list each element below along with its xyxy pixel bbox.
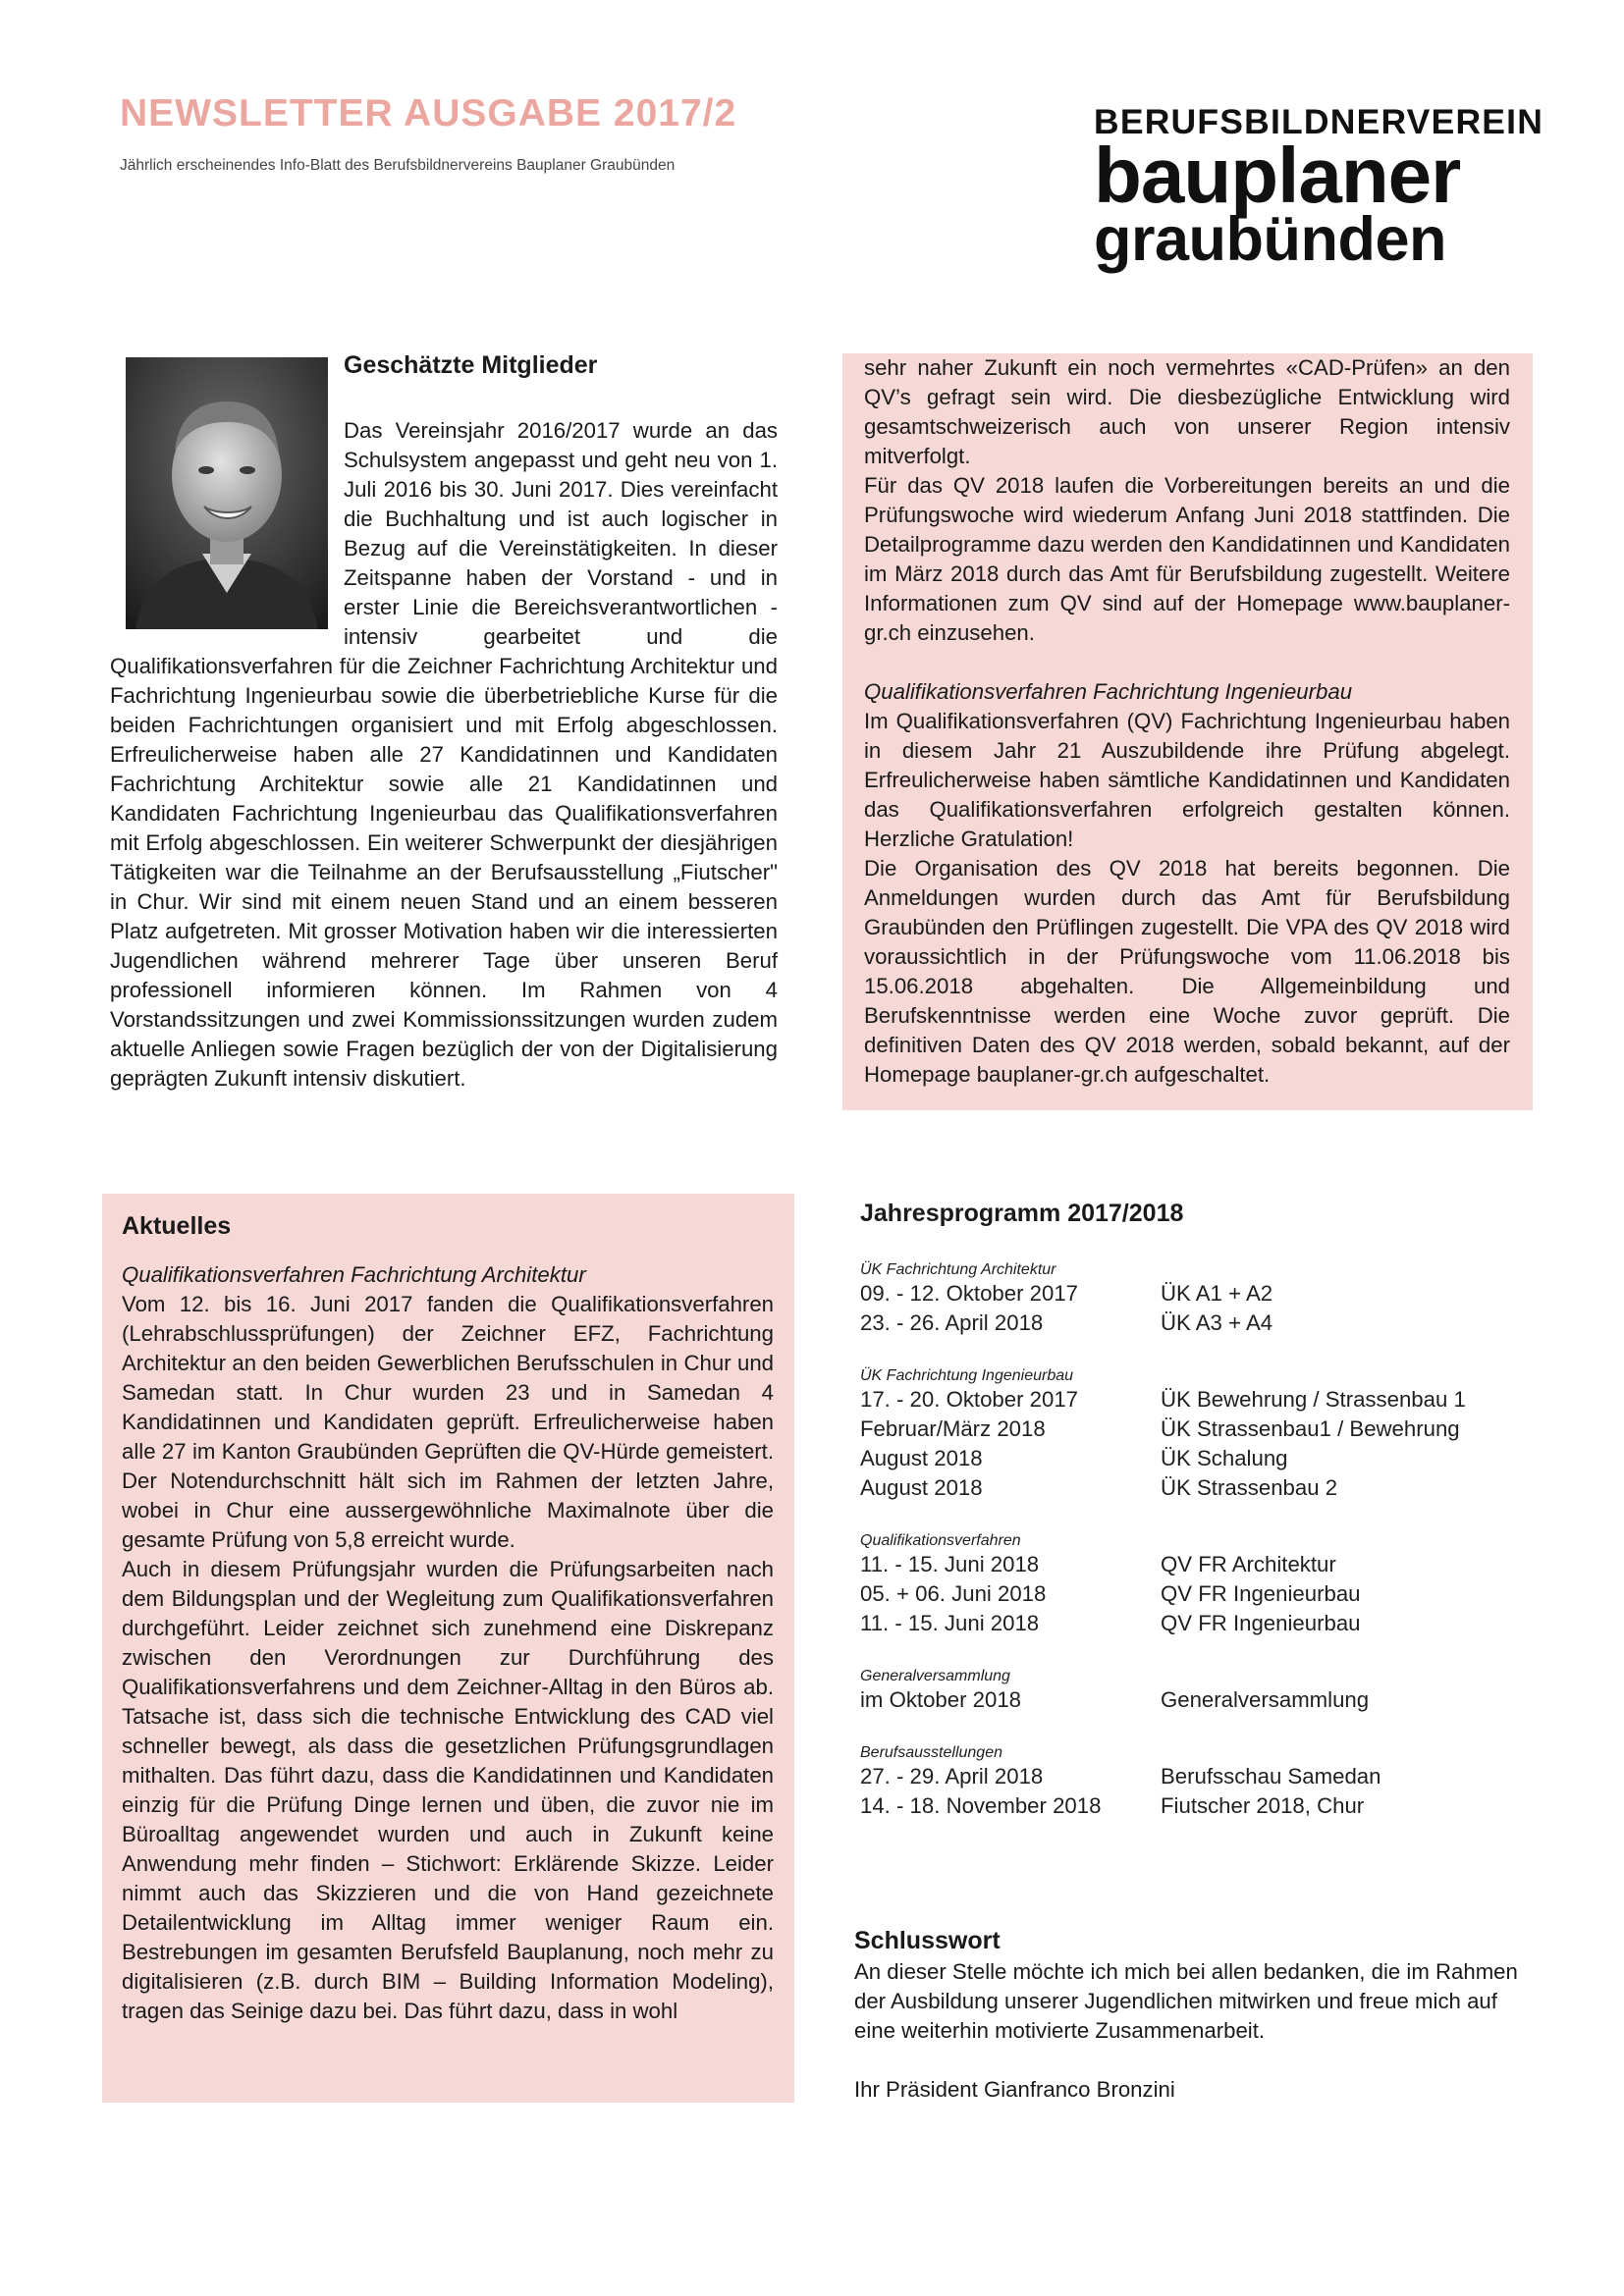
schlusswort-text: An dieser Stelle möchte ich mich bei allen bedanken, die im Rahmen der Ausbildung unserer Jugendlichen mitwirken und freue mich auf eine weiterhin motivierte Zusammenarbeit. bbox=[854, 1959, 1518, 2043]
program-group-title: Berufsausstellungen bbox=[860, 1744, 1002, 1761]
program-row bbox=[860, 1279, 1272, 1308]
program-date: im Oktober 2018 bbox=[860, 1687, 1022, 1712]
qv-architektur-subheading: Qualifikationsverfahren Fachrichtung Architektur bbox=[122, 1262, 586, 1287]
program-date: August 2018 bbox=[860, 1475, 983, 1500]
program-event: Fiutscher 2018, Chur bbox=[1161, 1793, 1365, 1818]
program-event: QV FR Ingenieurbau bbox=[1161, 1581, 1361, 1606]
program-row bbox=[860, 1385, 1466, 1415]
program-event: Berufsschau Samedan bbox=[1161, 1764, 1381, 1789]
program-event: ÜK A3 + A4 bbox=[1161, 1310, 1273, 1335]
program-row bbox=[860, 1444, 1466, 1473]
newsletter-title: NEWSLETTER AUSGABE 2017/2 bbox=[120, 92, 737, 134]
qv-info-box bbox=[842, 353, 1533, 1110]
program-date: 11. - 15. Juni 2018 bbox=[860, 1611, 1040, 1635]
program-group bbox=[860, 1668, 1547, 1715]
program-group bbox=[860, 1744, 1547, 1821]
program-table bbox=[860, 1685, 1369, 1715]
program-group-title: ÜK Fachrichtung Architektur bbox=[860, 1261, 1056, 1278]
newsletter-subtitle: Jährlich erscheinendes Info-Blatt des Berufsbildnervereins Bauplaner Graubünden bbox=[120, 157, 676, 174]
program-row bbox=[860, 1308, 1272, 1338]
jahresprogramm-heading: Jahresprogramm 2017/2018 bbox=[860, 1200, 1184, 1227]
program-date: Februar/März 2018 bbox=[860, 1416, 1046, 1441]
program-groups bbox=[860, 1261, 1547, 1821]
program-date: 11. - 15. Juni 2018 bbox=[860, 1552, 1040, 1576]
schlusswort-section bbox=[854, 1924, 1522, 2105]
intro-text bbox=[110, 416, 778, 1094]
qv-box-paragraph-2: Für das QV 2018 laufen die Vorbereitungen bereits an und die Prüfungswoche wird wiederum Anfang Juni 2018 stattfinden. Die Detailprogramme dazu werden den Kandidatinnen und Kandidaten im März 2018 durch das Amt für Berufsbildung zugestellt. Weitere Informationen zum QV sind auf der Homepage www.bauplaner-gr.ch einzusehen. bbox=[864, 473, 1510, 645]
program-event: ÜK Strassenbau1 / Bewehrung bbox=[1161, 1416, 1460, 1441]
program-group bbox=[860, 1532, 1547, 1638]
program-date: 23. - 26. April 2018 bbox=[860, 1310, 1044, 1335]
photo-wrap-spacer bbox=[110, 416, 344, 648]
program-date: 17. - 20. Oktober 2017 bbox=[860, 1387, 1079, 1412]
logo-line-3: graubünden bbox=[1094, 205, 1446, 274]
program-table bbox=[860, 1550, 1361, 1638]
logo-line-2: bauplaner bbox=[1094, 132, 1461, 219]
program-group-title: Qualifikationsverfahren bbox=[860, 1532, 1021, 1549]
program-event: QV FR Architektur bbox=[1161, 1552, 1336, 1576]
qv-ingenieurbau-subheading: Qualifikationsverfahren Fachrichtung Ingenieurbau bbox=[864, 679, 1353, 704]
jahresprogramm-section bbox=[860, 1200, 1547, 1850]
program-table bbox=[860, 1762, 1380, 1821]
program-event: ÜK Strassenbau 2 bbox=[1161, 1475, 1338, 1500]
logo-line-1: BERUFSBILDNERVEREIN bbox=[1094, 102, 1544, 141]
aktuelles-paragraph-2: Auch in diesem Prüfungsjahr wurden die Prüfungsarbeiten nach dem Bildungsplan und der Wegleitung zum Qualifikationsverfahren durchgeführt. Leider zeichnet sich zunehmend eine Diskrepanz zwischen den Verordnungen zur Durchführung des Qualifikationsverfahrens und dem Zeichner-Alltag in den Büros ab. Tatsache ist, dass sich die technische Entwicklung des CAD viel schneller bewegt, als dass die gesetzlichen Prüfungsgrundlagen mithalten. Das führt dazu, dass die Kandidatinnen und Kandidaten einzig für die Prüfung Dinge lernen und üben, die zuvor nie im Büroalltag angewendet wurden und auch in Zukunft keine Anwendung mehr finden – Stichwort: Erklärende Skizze. Leider nimmt auch das Skizzieren und die von Hand gezeichnete Detailentwicklung im Alltag immer weniger Raum ein. Bestrebungen im gesamten Berufsfeld Bauplanung, noch mehr zu digitalisieren (z.B. durch BIM – Building Information Modeling), tragen das Seinige dazu bei. Das führt dazu, dass in wohl bbox=[122, 1557, 774, 2023]
program-date: 14. - 18. November 2018 bbox=[860, 1793, 1102, 1818]
aktuelles-heading: Aktuelles bbox=[122, 1212, 232, 1240]
qv-box-paragraph-4: Die Organisation des QV 2018 hat bereits begonnen. Die Anmeldungen wurden durch das Amt für Berufsbildung Graubünden den Prüflingen zugestellt. Die VPA des QV 2018 wird voraussichtlich in der Prüfungswoche vom 11.06.2018 bis 15.06.2018 abgehalten. Die Allgemeinbildung und Berufskenntnisse werden eine Woche zuvor geprüft. Die definitiven Daten des QV 2018 werden, sobald bekannt, auf der Homepage bauplaner-gr.ch aufgeschaltet. bbox=[864, 856, 1510, 1087]
program-event: ÜK Bewehrung / Strassenbau 1 bbox=[1161, 1387, 1466, 1412]
program-event: ÜK A1 + A2 bbox=[1161, 1281, 1273, 1306]
program-event: QV FR Ingenieurbau bbox=[1161, 1611, 1361, 1635]
program-event: ÜK Schalung bbox=[1161, 1446, 1288, 1470]
program-group-title: Generalversammlung bbox=[860, 1668, 1010, 1684]
program-group-title: ÜK Fachrichtung Ingenieurbau bbox=[860, 1367, 1074, 1384]
program-row bbox=[860, 1473, 1466, 1503]
program-row bbox=[860, 1762, 1380, 1791]
schlusswort-heading: Schlusswort bbox=[854, 1927, 1001, 1954]
association-logo bbox=[1094, 102, 1544, 274]
program-row bbox=[860, 1415, 1466, 1444]
program-group bbox=[860, 1261, 1547, 1338]
intro-heading: Geschätzte Mitglieder bbox=[344, 351, 598, 379]
program-group bbox=[860, 1367, 1547, 1503]
program-row bbox=[860, 1685, 1369, 1715]
program-row bbox=[860, 1791, 1380, 1821]
program-row bbox=[860, 1550, 1361, 1579]
program-event: Generalversammlung bbox=[1161, 1687, 1370, 1712]
program-date: 05. + 06. Juni 2018 bbox=[860, 1581, 1047, 1606]
aktuelles-box bbox=[102, 1194, 794, 2103]
aktuelles-paragraph-1: Vom 12. bis 16. Juni 2017 fanden die Qualifikationsverfahren (Lehrabschlussprüfungen) der Zeichner EFZ, Fachrichtung Architektur an den beiden Gewerblichen Berufsschulen in Chur und Samedan statt. In Chur wurden 23 und in Samedan 4 Kandidatinnen und Kandidaten geprüft. Erfreulicherweise haben alle 27 im Kanton Graubünden Geprüften die QV-Hürde gemeistert. Der Notendurchschnitt hält sich im Rahmen der letzten Jahre, wobei in Chur eine aussergewöhnliche Maximalnote über die gesamte Prüfung von 5,8 erreicht wurde. bbox=[122, 1292, 774, 1552]
program-table bbox=[860, 1279, 1272, 1338]
president-signature: Ihr Präsident Gianfranco Bronzini bbox=[854, 2077, 1175, 2102]
program-row bbox=[860, 1579, 1361, 1609]
program-date: 27. - 29. April 2018 bbox=[860, 1764, 1044, 1789]
program-date: 09. - 12. Oktober 2017 bbox=[860, 1281, 1079, 1306]
qv-box-paragraph-1: sehr naher Zukunft ein noch vermehrtes «CAD-Prüfen» an den QV’s gefragt sein wird. Die diesbezügliche Entwicklung wird gesamtschweizerisch auch von unserer Region intensiv mitverfolgt. bbox=[864, 355, 1510, 468]
program-date: August 2018 bbox=[860, 1446, 983, 1470]
program-table bbox=[860, 1385, 1466, 1503]
program-row bbox=[860, 1609, 1361, 1638]
qv-box-paragraph-3: Im Qualifikationsverfahren (QV) Fachrichtung Ingenieurbau haben in diesem Jahr 21 Auszubildende ihre Prüfung abgelegt. Erfreulicherweise haben sämtliche Kandidatinnen und Kandidaten das Qualifikationsverfahren erfolgreich gestalten können. Herzliche Gratulation! bbox=[864, 709, 1510, 851]
intro-paragraph: Das Vereinsjahr 2016/2017 wurde an das Schulsystem angepasst und geht neu von 1. Juli 2016 bis 30. Juni 2017. Dies vereinfacht die Buchhaltung und ist auch logischer in Bezug auf die Vereinstätigkeiten. In dieser Zeitspanne haben der Vorstand - und in erster Linie die Bereichsverantwortlichen - intensiv gearbeitet und die Qualifikationsverfahren für die Zeichner Fachrichtung Architektur und Fachrichtung Ingenieurbau sowie die überbetriebliche Kurse für die beiden Fachrichtungen organisiert und mit Erfolg abgeschlossen. Erfreulicherweise haben alle 27 Kandidatinnen und Kandidaten Fachrichtung Architektur sowie alle 21 Kandidatinnen und Kandidaten Fachrichtung Ingenieurbau das Qualifikationsverfahren mit Erfolg abgeschlossen. Ein weiterer Schwerpunkt der diesjährigen Tätigkeiten war die Teilnahme an der Berufsausstellung „Fiutscher" in Chur. Wir sind mit einem neuen Stand und an einem besseren Platz aufgetreten. Mit grosser Motivation haben wir die interessierten Jugendlichen während mehrerer Tage über unseren Beruf professionell informieren können. Im Rahmen von 4 Vorstandssitzungen und zwei Kommissionssitzungen wurden zudem aktuelle Anliegen sowie Fragen bezüglich der von der Digitalisierung geprägten Zukunft intensiv diskutiert. bbox=[110, 418, 778, 1091]
